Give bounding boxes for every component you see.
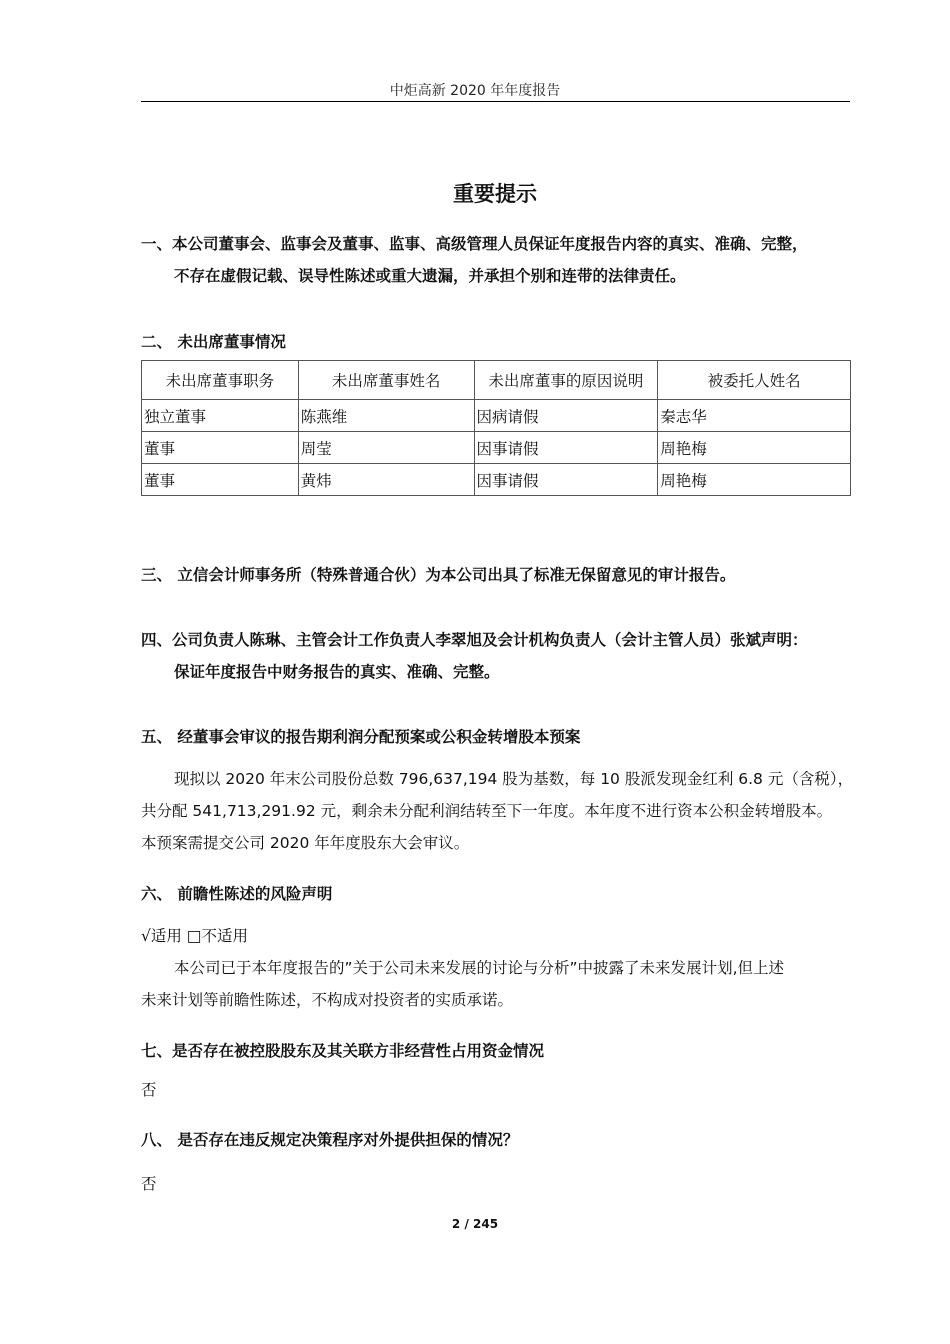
section-8-answer: 否 — [141, 1175, 157, 1193]
table-cell: 因事请假 — [474, 432, 658, 464]
table-cell: 董事 — [142, 464, 299, 496]
section-5-paragraph-line-1: 现拟以 2020 年末公司股份总数 796,637,194 股为基数，每 10 股派发现金红利 6.8 元（含税）， — [174, 770, 854, 788]
section-7-answer: 否 — [141, 1081, 157, 1099]
table-cell: 周艳梅 — [658, 432, 851, 464]
section-4-line-1: 四、公司负责人陈琳、主管会计工作负责人李翠旭及会计机构负责人（会计主管人员）张斌声明： — [141, 631, 808, 649]
column-header: 被委托人姓名 — [658, 361, 851, 400]
header-rule — [141, 101, 850, 102]
column-header: 未出席董事的原因说明 — [474, 361, 658, 400]
table-cell: 董事 — [142, 432, 299, 464]
table-header-row — [142, 361, 851, 400]
section-6-heading: 六、 前瞻性陈述的风险声明 — [141, 885, 333, 903]
table-row — [142, 464, 851, 496]
column-header: 未出席董事姓名 — [298, 361, 474, 400]
section-6-paragraph-line-2: 未来计划等前瞻性陈述，不构成对投资者的实质承诺。 — [141, 991, 514, 1009]
page-number: 2 / 245 — [451, 1217, 499, 1231]
section-2-heading: 二、 未出席董事情况 — [141, 333, 286, 351]
section-1-line-1: 一、本公司董事会、监事会及董事、监事、高级管理人员保证年度报告内容的真实、准确、完整， — [141, 235, 808, 253]
table-cell: 周莹 — [298, 432, 474, 464]
section-5-paragraph-line-3: 本预案需提交公司 2020 年年度股东大会审议。 — [141, 834, 470, 852]
page-header: 中炬高新 2020 年年度报告 — [389, 83, 561, 99]
table-cell: 黄炜 — [298, 464, 474, 496]
table-cell: 因病请假 — [474, 400, 658, 432]
table-row — [142, 400, 851, 432]
applicability-options: √适用 □不适用 — [141, 927, 248, 945]
section-7-heading: 七、是否存在被控股股东及其关联方非经营性占用资金情况 — [141, 1042, 545, 1060]
section-3-heading: 三、 立信会计师事务所（特殊普通合伙）为本公司出具了标准无保留意见的审计报告。 — [141, 566, 736, 584]
column-header: 未出席董事职务 — [142, 361, 299, 400]
section-4-line-2: 保证年度报告中财务报告的真实、准确、完整。 — [174, 663, 500, 681]
section-5-paragraph-line-2: 共分配 541,713,291.92 元，剩余未分配利润结转至下一年度。本年度不进行资本公积金转增股本。 — [141, 802, 833, 820]
section-5-heading: 五、 经董事会审议的报告期利润分配预案或公积金转增股本预案 — [141, 728, 581, 746]
page-title: 重要提示 — [453, 182, 537, 206]
table-cell: 独立董事 — [142, 400, 299, 432]
section-6-paragraph-line-1: 本公司已于本年度报告的”关于公司未来发展的讨论与分析”中披露了未来发展计划,但上述 — [174, 959, 784, 977]
table-cell: 陈燕维 — [298, 400, 474, 432]
section-8-heading: 八、 是否存在违反规定决策程序对外提供担保的情况？ — [141, 1131, 519, 1149]
table-cell: 因事请假 — [474, 464, 658, 496]
table-row — [142, 432, 851, 464]
absent-directors-table — [141, 360, 851, 496]
table-cell: 秦志华 — [658, 400, 851, 432]
table-cell: 周艳梅 — [658, 464, 851, 496]
section-1-line-2: 不存在虚假记载、误导性陈述或重大遗漏，并承担个别和连带的法律责任。 — [174, 267, 686, 285]
